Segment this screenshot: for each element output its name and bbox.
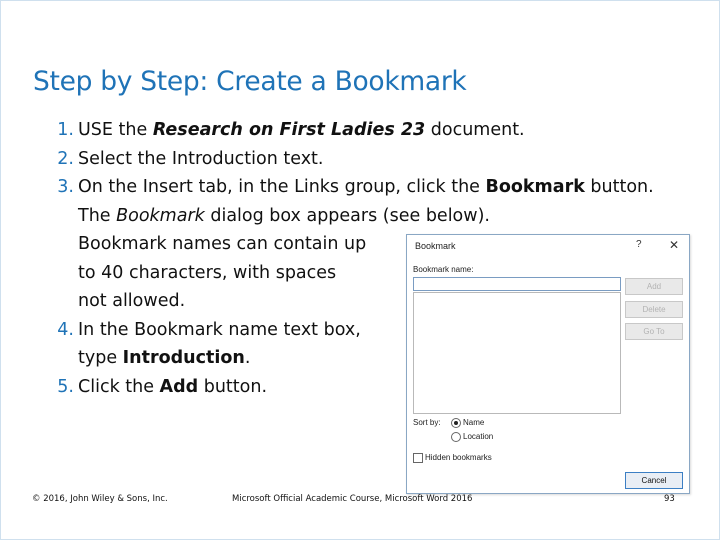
sort-by-label: Sort by: — [413, 418, 441, 427]
step-text-run: Bookmark — [116, 205, 205, 226]
add-button[interactable]: Add — [625, 278, 683, 295]
step-text — [78, 145, 674, 174]
go-to-button[interactable]: Go To — [625, 323, 683, 340]
footer-course: Microsoft Official Academic Course, Microsoft Word 2016 — [232, 494, 473, 504]
step-text — [78, 116, 674, 145]
bookmark-name-input[interactable] — [413, 277, 621, 291]
step-number: 1. — [57, 120, 74, 140]
step-item — [14, 116, 674, 145]
dialog-title: Bookmark — [415, 241, 456, 251]
step-text-run: Click the — [78, 376, 160, 397]
bookmark-dialog — [406, 234, 690, 494]
step-text-run: Add — [159, 376, 199, 397]
hidden-bookmarks-label: Hidden bookmarks — [425, 453, 492, 462]
hidden-bookmarks-checkbox[interactable] — [413, 453, 423, 463]
help-icon[interactable]: ? — [636, 239, 642, 250]
step-number: 4. — [57, 319, 74, 340]
step-text-run: button. The — [78, 177, 660, 226]
step-text-run: Select the Introduction text. — [78, 148, 324, 169]
step-text-run: Research on First Ladies 23 — [152, 120, 426, 140]
step-number: 3. — [57, 177, 74, 197]
step-text-run: Introduction — [122, 348, 245, 368]
sort-location-label: Location — [463, 432, 494, 441]
step-number: 2. — [57, 148, 74, 169]
close-icon[interactable]: ✕ — [669, 238, 680, 252]
delete-button[interactable]: Delete — [625, 301, 683, 318]
step-text-run: button. — [198, 376, 268, 397]
step-text-run: On the Insert tab, in the Links group, click the — [78, 177, 486, 197]
step-text-run: In the Bookmark name text box, type — [78, 319, 361, 368]
slide-title: Step by Step: Create a Bookmark — [33, 66, 467, 97]
step-text-run: Bookmark names can contain up to 40 characters, with spaces not allowed. — [78, 234, 367, 311]
step-text-run: USE the — [78, 120, 153, 140]
page-number: 93 — [664, 494, 675, 504]
step-text-run: document. — [425, 120, 525, 140]
step-item — [14, 145, 674, 174]
bookmark-list[interactable] — [413, 292, 621, 414]
bookmark-name-label: Bookmark name: — [413, 265, 474, 274]
step-text-run: dialog box appears (see below). — [204, 205, 490, 226]
step-number: 5. — [57, 376, 74, 397]
cancel-button[interactable]: Cancel — [625, 472, 683, 489]
step-text-run: . — [244, 348, 251, 368]
sort-name-label: Name — [463, 418, 485, 427]
step-text-run: Bookmark — [485, 177, 585, 197]
sort-name-radio[interactable] — [451, 418, 461, 428]
sort-location-radio[interactable] — [451, 432, 461, 442]
footer-copyright: © 2016, John Wiley & Sons, Inc. — [32, 494, 168, 504]
